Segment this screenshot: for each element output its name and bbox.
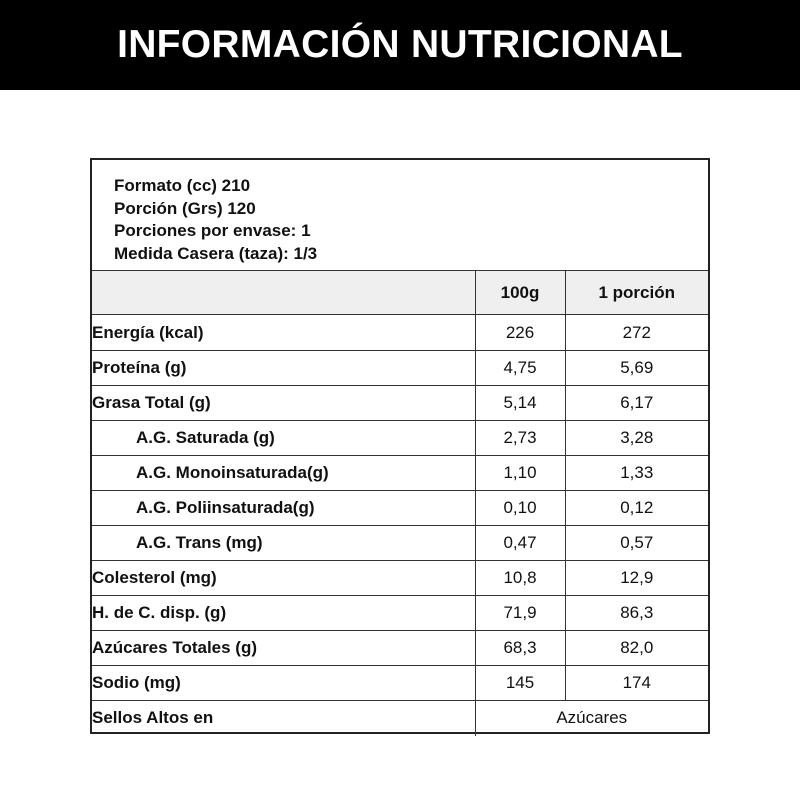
header-label-cell — [92, 271, 475, 315]
row-value-100g: 145 — [475, 666, 565, 701]
row-label: H. de C. disp. (g) — [92, 596, 475, 631]
table-row-total-sugars — [92, 631, 708, 666]
row-label: A.G. Trans (mg) — [92, 526, 475, 561]
row-label: Colesterol (mg) — [92, 561, 475, 596]
row-value-portion: 174 — [565, 666, 708, 701]
row-label: Proteína (g) — [92, 351, 475, 386]
row-value-portion: 272 — [565, 315, 708, 351]
table-row-protein — [92, 351, 708, 386]
table-row-trans-fat — [92, 526, 708, 561]
row-label: Sodio (mg) — [92, 666, 475, 701]
row-value-100g: 5,14 — [475, 386, 565, 421]
table-row-saturated-fat — [92, 421, 708, 456]
row-value-portion: 3,28 — [565, 421, 708, 456]
table-row-cholesterol — [92, 561, 708, 596]
row-value-100g: 2,73 — [475, 421, 565, 456]
table-row-energy — [92, 315, 708, 351]
meta-household-measure: Medida Casera (taza): 1/3 — [114, 243, 318, 263]
row-value-portion: 1,33 — [565, 456, 708, 491]
nutrition-facts-panel — [90, 158, 710, 734]
title-banner — [0, 0, 800, 90]
row-value-portion: 0,57 — [565, 526, 708, 561]
row-value-100g: 71,9 — [475, 596, 565, 631]
table-row-monounsaturated-fat — [92, 456, 708, 491]
table-row-total-fat — [92, 386, 708, 421]
row-value-portion: 86,3 — [565, 596, 708, 631]
product-meta — [92, 160, 708, 270]
row-label: A.G. Poliinsaturada(g) — [92, 491, 475, 526]
row-value-100g: 1,10 — [475, 456, 565, 491]
header-portion: 1 porción — [565, 271, 708, 315]
row-value-100g: 68,3 — [475, 631, 565, 666]
row-value-100g: 226 — [475, 315, 565, 351]
table-header-row — [92, 271, 708, 315]
row-value-100g: 0,47 — [475, 526, 565, 561]
row-value-100g: 4,75 — [475, 351, 565, 386]
seals-label: Sellos Altos en — [92, 701, 475, 736]
meta-format: Formato (cc) 210 — [114, 176, 251, 195]
table-row-sodium — [92, 666, 708, 701]
row-label: A.G. Saturada (g) — [92, 421, 475, 456]
nutrition-table — [92, 270, 708, 736]
header-100g: 100g — [475, 271, 565, 315]
page-title: INFORMACIÓN NUTRICIONAL — [117, 23, 683, 66]
table-row-seals — [92, 701, 708, 736]
row-value-portion: 12,9 — [565, 561, 708, 596]
row-label: Azúcares Totales (g) — [92, 631, 475, 666]
meta-portion: Porción (Grs) 120 — [114, 198, 256, 218]
row-value-portion: 0,12 — [565, 491, 708, 526]
table-row-polyunsaturated-fat — [92, 491, 708, 526]
row-value-100g: 10,8 — [475, 561, 565, 596]
row-value-portion: 6,17 — [565, 386, 708, 421]
row-label: Energía (kcal) — [92, 315, 475, 351]
row-value-portion: 82,0 — [565, 631, 708, 666]
row-value-portion: 5,69 — [565, 351, 708, 386]
row-value-100g: 0,10 — [475, 491, 565, 526]
table-row-carbohydrates — [92, 596, 708, 631]
meta-portions-per-pack: Porciones por envase: 1 — [114, 221, 311, 240]
row-label: A.G. Monoinsaturada(g) — [92, 456, 475, 491]
row-label: Grasa Total (g) — [92, 386, 475, 421]
seals-value: Azúcares — [475, 701, 708, 736]
